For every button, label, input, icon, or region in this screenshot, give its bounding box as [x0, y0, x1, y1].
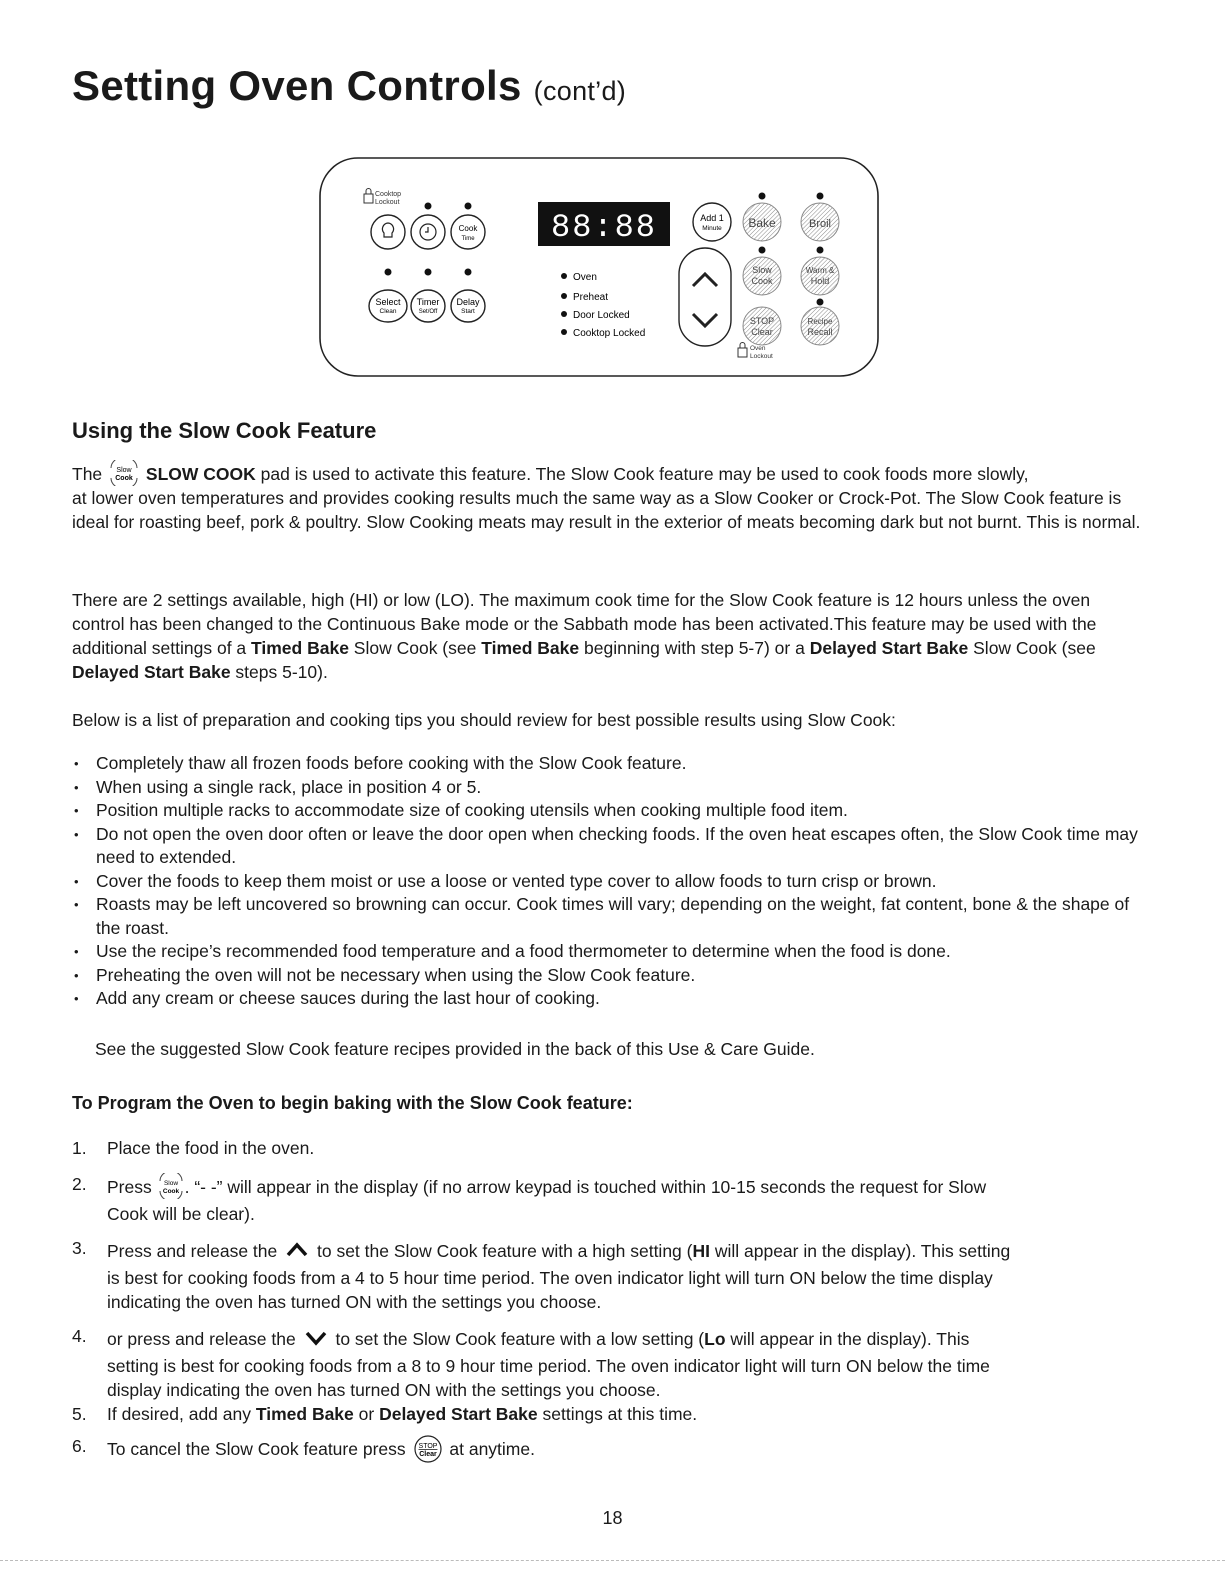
tips-intro: Below is a list of preparation and cooking tips you should review for best possible results using Slow Cook: — [72, 710, 896, 730]
recipes-note: See the suggested Slow Cook feature recipes provided in the back of this Use & Care Guide. — [95, 1039, 815, 1059]
svg-text:Hold: Hold — [810, 276, 830, 286]
indicator-preheat: Preheat — [573, 292, 609, 303]
list-item: • When using a single rack, place in position 4 or 5. — [72, 776, 1152, 800]
svg-text:Lockout: Lockout — [750, 353, 773, 360]
indicator-dot — [465, 269, 472, 276]
page-title — [72, 62, 626, 110]
clock-button[interactable] — [411, 215, 445, 249]
svg-text:Broil: Broil — [808, 218, 832, 230]
page-number: 18 — [602, 1508, 623, 1528]
cooktop-label-line1: Cooktop — [375, 191, 402, 198]
panel-outline — [320, 158, 878, 376]
select-clean-button[interactable] — [369, 290, 407, 322]
stop-clear-button[interactable] — [743, 307, 781, 345]
list-item: • Position multiple racks to accommodate size of cooking utensils when cooking multiple food item. — [72, 799, 1152, 823]
svg-text:Warm &: Warm & — [805, 266, 835, 275]
step-6: 6. To cancel the Slow Cook feature press STOP Clear at anytime. — [72, 1434, 1152, 1464]
display-digits: 88:88 — [550, 209, 658, 246]
steps-list — [72, 1136, 1152, 1464]
indicator-dot — [425, 269, 432, 276]
svg-text:STOP: STOP — [418, 1443, 437, 1450]
title-main: Setting Oven Controls — [72, 62, 522, 109]
svg-text:Set/Off: Set/Off — [418, 309, 438, 315]
title-sub: (cont’d) — [533, 76, 627, 106]
recipe-recall-button[interactable] — [801, 307, 839, 345]
indicator-dot — [425, 203, 432, 210]
step-2: 2. Press Slow Cook . “- -” will appear in the display (if no arrow keypad is touched within 10-15 seconds the request for Slow Cook will be clear). — [72, 1172, 1152, 1226]
svg-text:Clear: Clear — [418, 1451, 437, 1458]
svg-text:Cook: Cook — [115, 475, 133, 482]
intro-paragraph — [72, 460, 1147, 534]
intro-rest: at lower oven temperatures and provides cooking results much the same way as a Slow Cooker or Crock-Pot. The Slow Cook feature is ideal for roasting beef, pork & poultry. Slow Cooking meats may result in the exterior of meats becoming dark but not burnt. This is normal. — [72, 488, 1141, 532]
svg-text:Clear: Clear — [751, 327, 773, 337]
svg-text:Delay: Delay — [456, 297, 480, 307]
svg-text:Oven: Oven — [750, 345, 766, 352]
oven-control-panel — [300, 150, 910, 388]
svg-text:Recall: Recall — [807, 327, 833, 337]
list-item: • Preheating the oven will not be necessary when using the Slow Cook feature. — [72, 964, 1152, 988]
down-arrow-icon — [301, 1330, 331, 1346]
svg-text:Bake: Bake — [748, 216, 776, 230]
cooktop-label-line2: Lockout — [375, 199, 400, 206]
step-5: 5. If desired, add any Timed Bake or Delayed Start Bake settings at this time. — [72, 1404, 698, 1424]
svg-text:Recipe: Recipe — [807, 317, 833, 326]
tips-list — [72, 752, 1152, 1011]
step-4: 4. or press and release the to set the Slow Cook feature with a low setting (Lo will appear in the display). This setting is best for cooking foods from a 8 to 9 hour time period. The oven indicator light will turn ON below the time display indicating the oven has turned ON with the settings you choose. — [72, 1326, 990, 1400]
step-1: 1. Place the food in the oven. — [72, 1138, 315, 1158]
delay-start-button[interactable] — [451, 290, 485, 322]
warm-hold-button[interactable] — [801, 257, 839, 295]
intro-line1: The Slow Cook SLOW COOK pad is used to activate this feature. The Slow Cook feature may be used to cook foods more slowly, — [72, 460, 1147, 486]
svg-text:Add 1: Add 1 — [700, 213, 724, 223]
svg-text:Slow: Slow — [752, 265, 772, 275]
slow-cook-icon — [157, 1173, 185, 1199]
indicator-dot — [465, 203, 472, 210]
light-button[interactable] — [371, 215, 405, 249]
cook-time-line1: Cook — [458, 224, 478, 233]
time-display — [538, 202, 670, 246]
list-item: • Use the recipe’s recommended food temperature and a food thermometer to determine when the food is done. — [72, 940, 1152, 964]
up-arrow-icon — [282, 1242, 312, 1258]
cook-time-line2: Time — [461, 236, 475, 242]
step-3: 3. Press and release the to set the Slow Cook feature with a high setting (HI will appear in the display). This setting is best for cooking foods from a 4 to 5 hour time period. The oven indicator light will turn ON below the time display indicating the oven has turned ON with the settings you choose. — [72, 1238, 1011, 1312]
cook-time-button[interactable] — [451, 215, 485, 249]
add-minute-button[interactable] — [693, 203, 731, 241]
indicator-oven: Oven — [573, 272, 597, 283]
list-item: • Completely thaw all frozen foods before cooking with the Slow Cook feature. — [72, 752, 1152, 776]
svg-text:Start: Start — [461, 308, 475, 315]
section-heading: Using the Slow Cook Feature — [72, 418, 377, 443]
bottom-divider — [0, 1560, 1225, 1561]
timer-button[interactable] — [411, 290, 445, 322]
svg-text:Clean: Clean — [379, 308, 397, 315]
indicator-cooktop-locked: Cooktop Locked — [573, 328, 646, 339]
svg-text:STOP: STOP — [749, 316, 775, 326]
bake-button[interactable] — [743, 203, 781, 241]
svg-text:Slow: Slow — [163, 1180, 178, 1187]
svg-text:Timer: Timer — [416, 297, 440, 307]
slow-cook-icon — [107, 460, 141, 486]
slow-cook-button[interactable] — [743, 257, 781, 295]
indicator-dot — [385, 269, 392, 276]
slow-cook-bold: SLOW COOK — [145, 464, 256, 484]
svg-text:Cook: Cook — [751, 276, 773, 286]
settings-paragraph: There are 2 settings available, high (HI) or low (LO). The maximum cook time for the Slow Cook feature is 12 hours unless the oven control has been changed to the Continuous Bake mode or the Sabbath mode has been activated.This feature may be used with the additional settings of a Timed Bake Slow Cook (see Timed Bake beginning with step 5-7) or a Delayed Start Bake Slow Cook (see Delayed Start Bake steps 5-10). — [72, 590, 1097, 682]
arrow-keypad[interactable] — [679, 248, 731, 346]
svg-text:Cook: Cook — [162, 1188, 179, 1195]
indicator-door-locked: Door Locked — [573, 310, 630, 321]
list-item: • Roasts may be left uncovered so browning can occur. Cook times will vary; depending on the weight, fat content, bone & the shape of the roast. — [72, 893, 1152, 940]
svg-text:Minute: Minute — [702, 225, 722, 232]
list-item: • Cover the foods to keep them moist or use a loose or vented type cover to allow foods to turn crisp or brown. — [72, 870, 1152, 894]
list-item: • Add any cream or cheese sauces during the last hour of cooking. — [72, 987, 1152, 1011]
broil-button[interactable] — [801, 203, 839, 241]
list-item: • Do not open the oven door often or leave the door open when checking foods. If the oven heat escapes often, the Slow Cook time may need to extended. — [72, 823, 1152, 870]
svg-text:Select: Select — [375, 297, 401, 307]
svg-text:Slow: Slow — [116, 467, 132, 474]
program-heading: To Program the Oven to begin baking with the Slow Cook feature: — [72, 1093, 633, 1113]
stop-clear-icon — [411, 1434, 445, 1464]
